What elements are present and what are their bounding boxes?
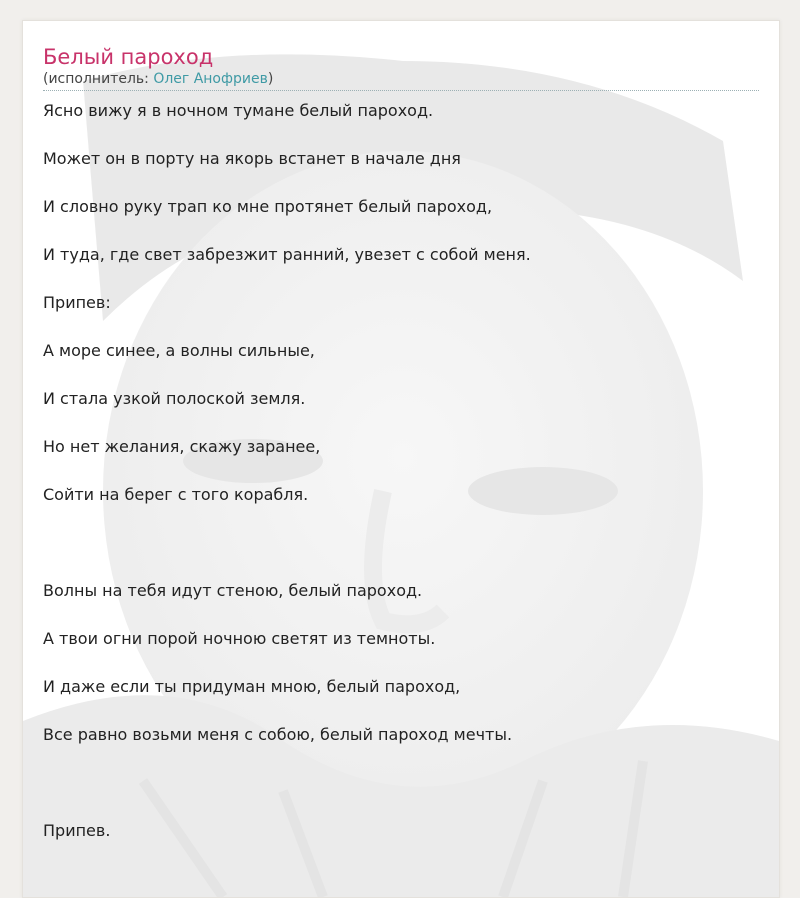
artist-prefix: (исполнитель: (43, 71, 154, 87)
artist-suffix: ) (267, 71, 274, 87)
lyrics-page (22, 20, 780, 898)
lyric-line: Волны на тебя идут стеною, белый пароход. (43, 581, 423, 600)
lyric-line: А море синее, а волны сильные, (43, 341, 315, 360)
lyric-line: Сойти на берег с того корабля. (43, 485, 309, 504)
lyric-line: Может он в порту на якорь встанет в начале дня (43, 149, 461, 168)
lyric-line: Все равно возьми меня с собою, белый пароход мечты. (43, 725, 513, 744)
lyric-line: Но нет желания, скажу заранее, (43, 437, 321, 456)
chorus-label: Припев. (43, 821, 111, 840)
lyric-blank-line (43, 533, 759, 553)
lyric-line: И стала узкой полоской земля. (43, 389, 306, 408)
artist-link[interactable]: Олег Анофриев (153, 71, 268, 87)
song-title: Белый пароход (43, 45, 214, 69)
lyric-line: И туда, где свет забрезжит ранний, увезет с собой меня. (43, 245, 531, 264)
lyric-line: А твои огни порой ночною светят из темноты. (43, 629, 436, 648)
lyrics-content (43, 21, 759, 869)
lyric-line: И словно руку трап ко мне протянет белый пароход, (43, 197, 493, 216)
lyric-line: И даже если ты придуман мною, белый пароход, (43, 677, 461, 696)
lyric-line: Ясно вижу я в ночном тумане белый пароход. (43, 101, 434, 120)
lyric-blank-line (43, 773, 759, 793)
artist-line (43, 70, 759, 91)
lyrics-body (43, 101, 759, 841)
chorus-label: Припев: (43, 293, 111, 312)
